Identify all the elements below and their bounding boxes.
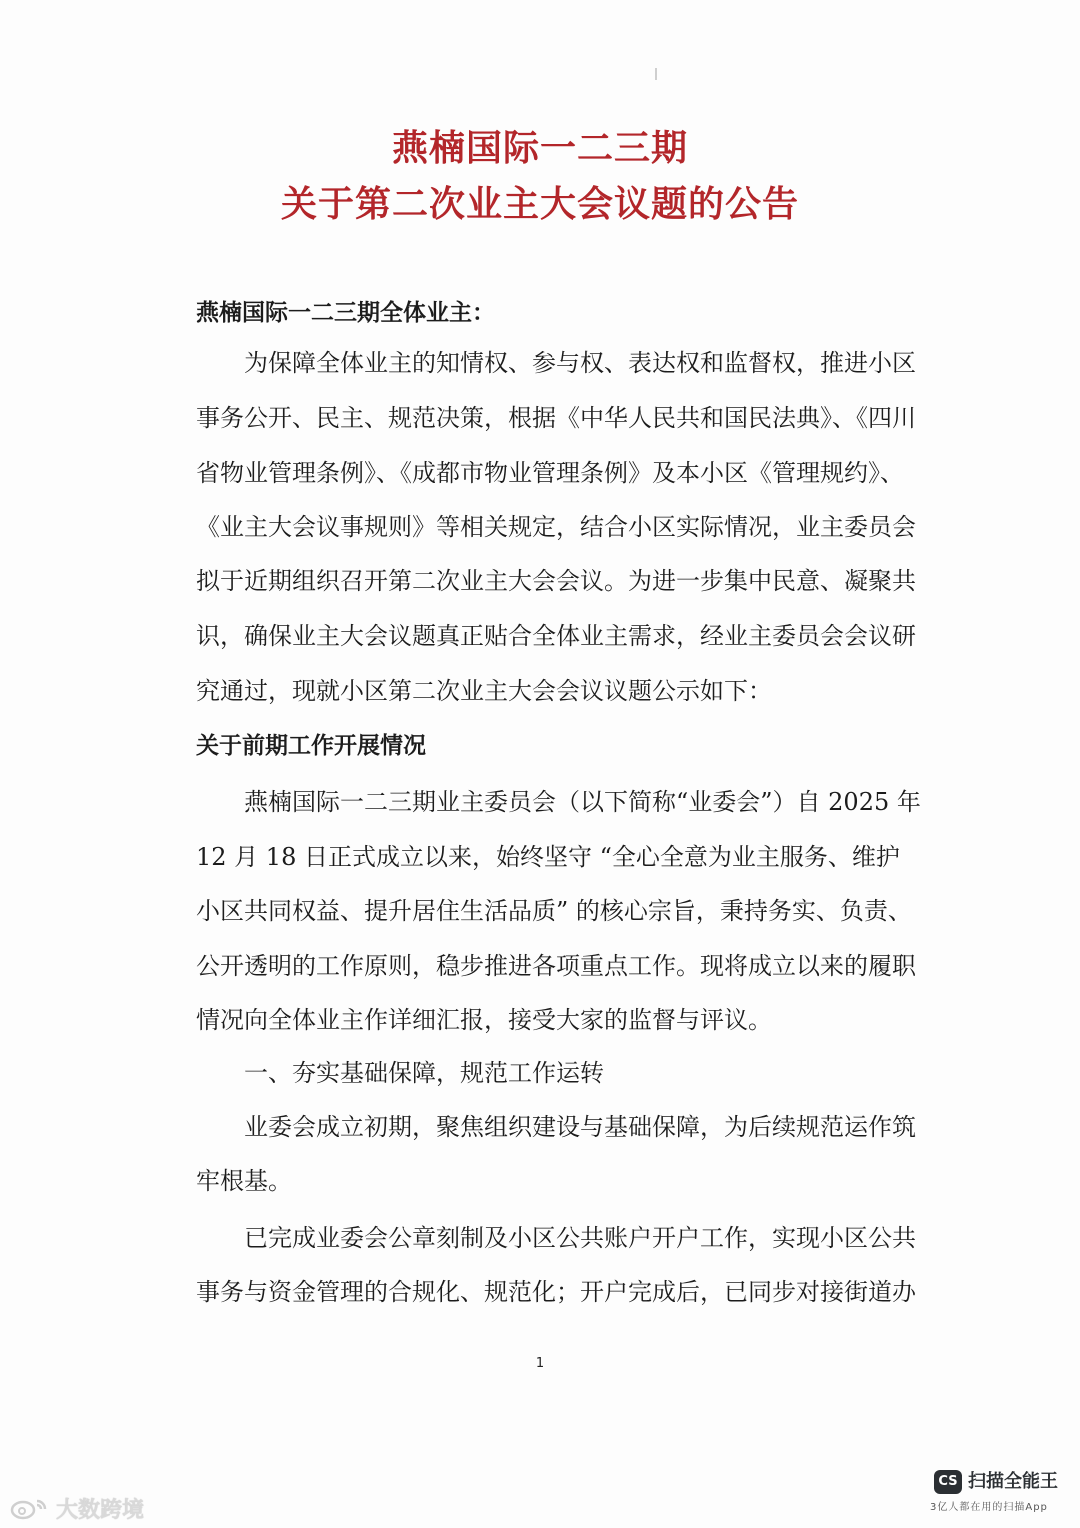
scanner-badge-icon: CS <box>934 1470 962 1494</box>
work-line: 公开透明的工作原则，稳步推进各项重点工作。现将成立以来的履职 <box>196 952 916 980</box>
work-line: 燕楠国际一二三期业主委员会（以下简称“业委会”）自 2025 年 <box>244 788 921 816</box>
scanner-app-logo <box>930 1466 1070 1514</box>
work-line: 情况向全体业主作详细汇报，接受大家的监督与评议。 <box>196 1006 772 1034</box>
document-title-line-2: 关于第二次业主大会议题的公告 <box>280 183 799 225</box>
intro-line: 拟于近期组织召开第二次业主大会会议。为进一步集中民意、凝聚共 <box>196 567 916 595</box>
completed-line: 已完成业委会公章刻制及小区公共账户开户工作，实现小区公共 <box>244 1224 916 1252</box>
completed-line: 事务与资金管理的合规化、规范化；开户完成后，已同步对接街道办 <box>196 1278 916 1306</box>
work-line: 小区共同权益、提升居住生活品质” 的核心宗旨，秉持务实、负责、 <box>196 897 912 925</box>
work-line: 12 月 18 日正式成立以来，始终坚守 “全心全意为业主服务、维护 <box>196 843 900 871</box>
intro-line: 识，确保业主大会议题真正贴合全体业主需求，经业主委员会会议研 <box>196 622 916 650</box>
intro-line: 省物业管理条例》、《成都市物业管理条例》及本小区《管理规约》、 <box>196 459 904 487</box>
foundation-line: 业委会成立初期，聚焦组织建设与基础保障，为后续规范运作筑 <box>244 1113 916 1141</box>
foundation-line: 牢根基。 <box>196 1167 292 1195</box>
section-heading: 关于前期工作开展情况 <box>196 733 426 759</box>
intro-line: 《业主大会议事规则》等相关规定，结合小区实际情况，业主委员会 <box>196 513 916 541</box>
intro-line: 事务公开、民主、规范决策，根据《中华人民共和国民法典》、《四川 <box>196 404 916 432</box>
scan-artifact-mark <box>655 68 657 80</box>
salutation: 燕楠国际一二三期全体业主： <box>196 300 495 326</box>
scanner-app-name: 扫描全能王 <box>968 1471 1058 1492</box>
page-number: 1 <box>535 1356 545 1371</box>
watermark-text: 大数跨境 <box>56 1497 145 1523</box>
document-title-line-1: 燕楠国际一二三期 <box>391 127 688 169</box>
subsection-heading: 一、夯实基础保障，规范工作运转 <box>244 1059 604 1087</box>
intro-line: 究通过，现就小区第二次业主大会会议议题公示如下： <box>196 677 772 705</box>
weibo-icon <box>10 1496 50 1520</box>
intro-line: 为保障全体业主的知情权、参与权、表达权和监督权，推进小区 <box>244 349 916 377</box>
watermark <box>10 1492 144 1524</box>
scanner-app-tagline: 3亿人都在用的扫描App <box>930 1502 1048 1513</box>
